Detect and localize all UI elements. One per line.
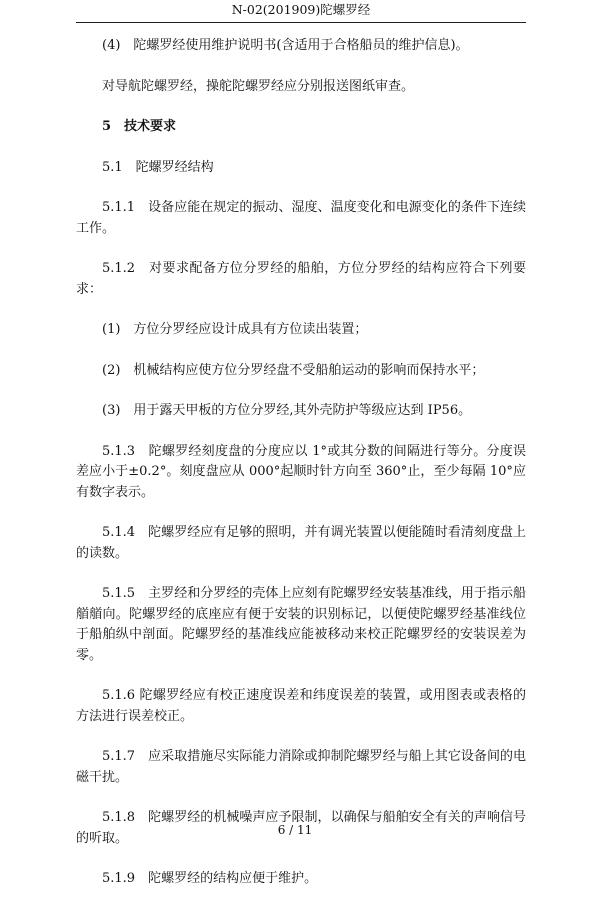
clause-5-1-8: 5.1.8 陀螺罗经的机械噪声应予限制，以确保与船舶安全有关的声响信号的听取。 [76, 810, 526, 846]
document-body [76, 36, 526, 910]
header-title: N-02(201909)陀螺罗经 [231, 2, 371, 17]
page-number [0, 823, 590, 837]
clause-5-1-2-item-2: (2) 机械结构应使方位分罗经盘不受船舶运动的影响而保持水平； [102, 362, 485, 378]
clause-5-1-2: 5.1.2 对要求配备方位分罗经的船舶，方位分罗经的结构应符合下列要求： [76, 261, 526, 297]
clause-5-1-7: 5.1.7 应采取措施尽实际能力消除或抑制陀螺罗经与船上其它设备间的电磁干扰。 [76, 749, 526, 785]
page-header [76, 0, 526, 23]
page-number-text: 6 / 11 [277, 823, 313, 837]
drawing-submission-note: 对导航陀螺罗经，操舵陀螺罗经应分别报送图纸审查。 [102, 78, 415, 94]
list-item-4-manual: (4) 陀螺罗经使用维护说明书(含适用于合格船员的维护信息)。 [102, 38, 469, 53]
clause-5-1-2-item-3: (3) 用于露天甲板的方位分罗经,其外壳防护等级应达到 IP56。 [102, 403, 472, 418]
clause-5-1-6: 5.1.6 陀螺罗经应有校正速度误差和纬度误差的装置，或用图表或表格的方法进行误差校正。 [76, 688, 526, 724]
clause-5-1-3: 5.1.3 陀螺罗经刻度盘的分度应以 1°或其分数的间隔进行等分。分度误差应小于±0.2°。刻度盘应从 000°起顺时针方向至 360°止，至少每隔 10°应有数字表示。 [76, 443, 526, 500]
clause-5-1-9: 5.1.9 陀螺罗经的结构应便于维护。 [102, 871, 318, 886]
clause-5-1-2-item-1: (1) 方位分罗经应设计成具有方位读出装置； [102, 322, 368, 337]
clause-5-1-4: 5.1.4 陀螺罗经应有足够的照明，并有调光装置以便能随时看清刻度盘上的读数。 [76, 525, 526, 561]
section-heading-5: 5 技术要求 [102, 119, 177, 134]
clause-5-1-5: 5.1.5 主罗经和分罗经的壳体上应刻有陀螺罗经安装基准线，用于指示船艏艏向。陀螺罗经的底座应有便于安装的识别标记，以便使陀螺罗经基准线位于船舶纵中剖面。陀螺罗经的基准线应能被移动来校正陀螺罗经的安装误差为零。 [76, 586, 526, 663]
clause-5-1-1: 5.1.1 设备应能在规定的振动、湿度、温度变化和电源变化的条件下连续工作。 [76, 200, 526, 236]
subsection-heading-5-1: 5.1 陀螺罗经结构 [102, 159, 214, 175]
